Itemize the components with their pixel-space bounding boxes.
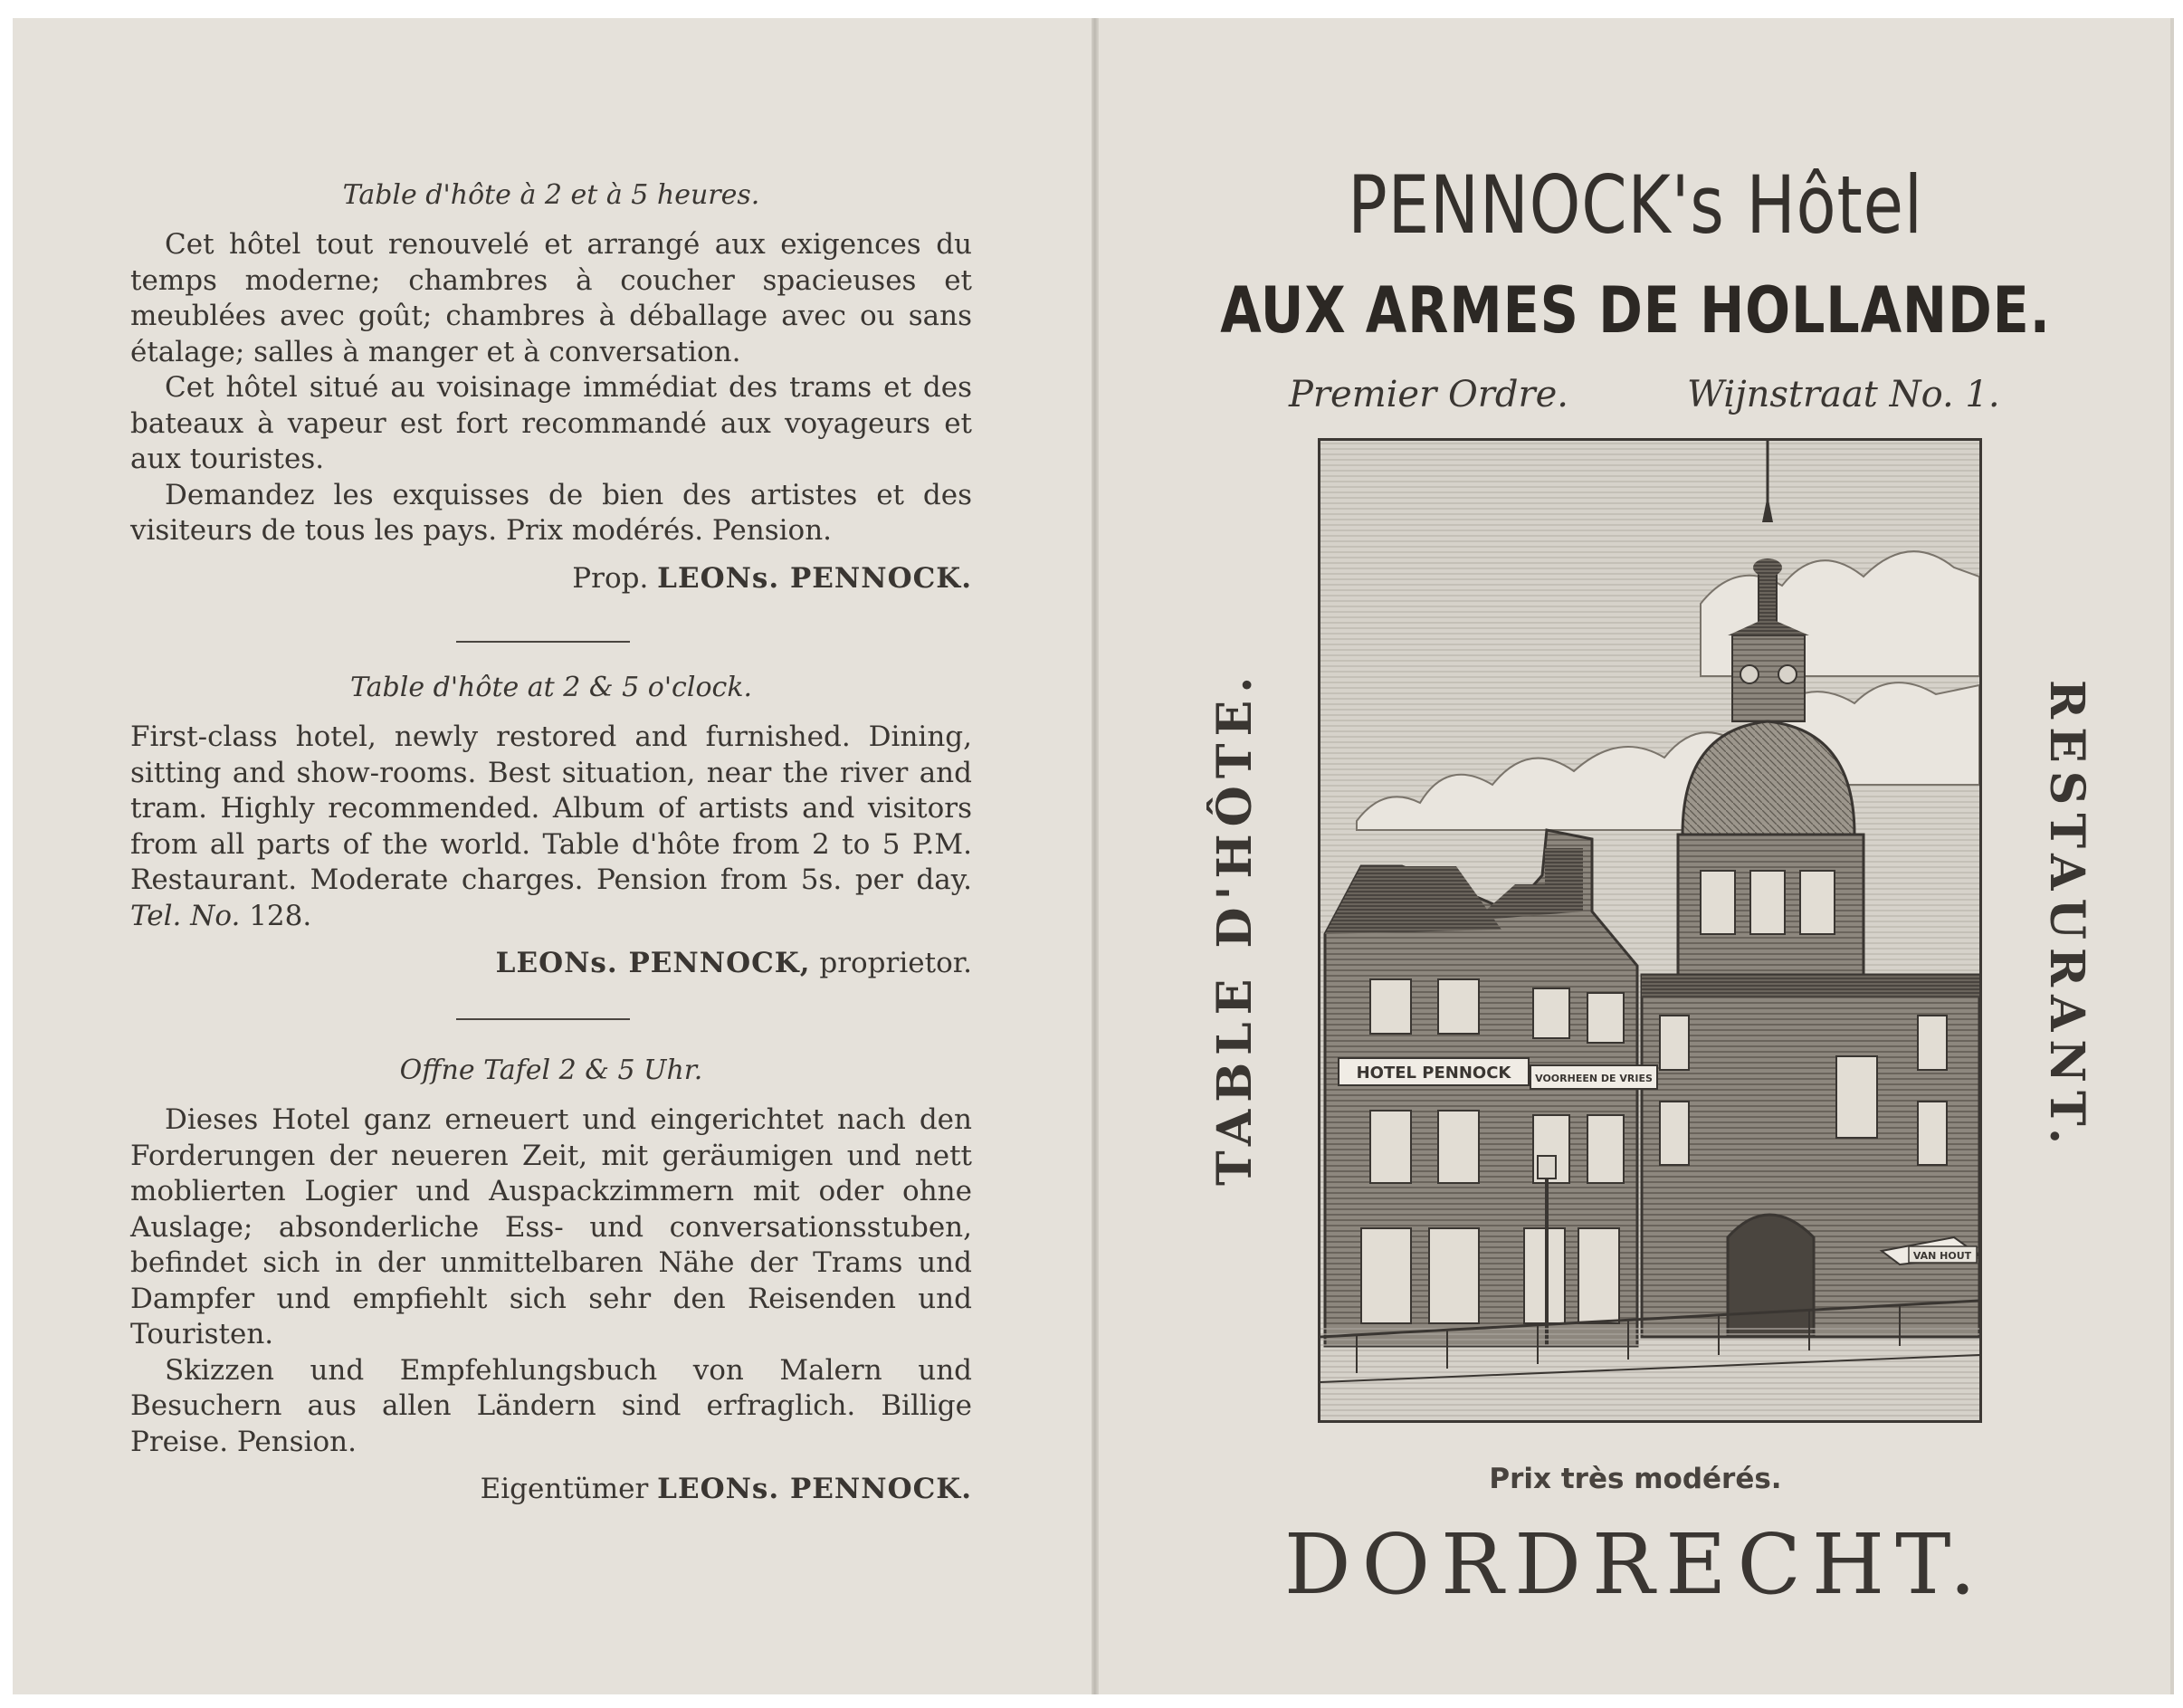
divider-1 [456,641,630,643]
right-page [1099,18,2172,1694]
french-section [130,179,972,595]
hotel-rank: Premier Ordre. [1289,374,1568,415]
english-paragraph [130,720,972,934]
french-signature [130,562,972,595]
english-signature [130,947,972,979]
english-signature-name: LEONs. PENNOCK, [495,947,811,979]
former-sign-text: VOORHEEN DE VRIES [1535,1073,1653,1084]
german-signature-prefix: Eigentümer [480,1473,649,1505]
side-label-table-dhote: TABLE D'HÔTE. [1207,669,1263,1186]
city-name: DORDRECHT. [1283,1516,1988,1613]
shop-sign-text: VAN HOUT [1912,1250,1972,1262]
english-tel-label: Tel. No. [130,899,241,932]
hotel-address: Wijnstraat No. 1. [1687,374,2000,415]
german-section [130,1054,972,1505]
page-edge [2170,18,2174,1694]
hotel-subtitle: AUX ARMES DE HOLLANDE. [1220,273,2051,348]
page-fold [1092,18,1099,1694]
german-heading: Offne Tafel 2 & 5 Uhr. [399,1054,703,1086]
english-signature-suffix: proprietor. [819,947,972,979]
french-signature-prefix: Prop. [572,561,649,595]
french-signature-name: LEONs. PENNOCK. [657,561,972,595]
price-note: Prix très modérés. [1489,1463,1782,1495]
german-signature [130,1473,972,1505]
hotel-engraving [1318,438,1982,1423]
english-body: First-class hotel, newly restored and furnished. Dining, sitting and show-rooms. Best situation, near the river and tram. Highly recommended. Album of artists and visitors from all parts of the world. Table d'hôte from 2 to 5 P.M. Restaurant. Moderate charges. Pension from 5s. per day. [130,720,972,896]
hotel-title: PENNOCK's Hôtel [1348,158,1923,252]
french-paragraph-2: Cet hôtel situé au voisinage immédiat des trams et des bateaux à vapeur est fort recommandé aux voyageurs et aux touristes. [130,371,972,475]
german-paragraph-2: Skizzen und Empfehlungsbuch von Malern und Besuchern aus allen Ländern sind erfraglich. Billige Preise. Pension. [130,1353,972,1458]
english-heading: Table d'hôte at 2 & 5 o'clock. [349,672,753,703]
english-tel-number: 128. [249,899,312,932]
engraving-illustration [1320,441,1979,1420]
french-paragraph-1: Cet hôtel tout renouvelé et arrangé aux exigences du temps moderne; chambres à coucher spacieuses et meublées avec goût; chambres à déballage avec ou sans étalage; salles à manger et à conversation. [130,228,972,368]
french-heading: Table d'hôte à 2 et à 5 heures. [342,179,760,211]
german-paragraph-1: Dieses Hotel ganz erneuert und eingerichtet nach den Forderungen der neueren Zeit, mit geräumigen und nett moblierten Logier und Auspackzimmern mit oder ohne Auslage; absonderliche Ess- und conversationsstuben, befindet sich in der unmittelbaren Nähe der Trams und Dampfer und empfiehlt sich sehr den Reisenden und Touristen. [130,1103,972,1350]
german-signature-name: LEONs. PENNOCK. [657,1473,972,1505]
divider-2 [456,1018,630,1020]
side-label-restaurant: RESTAURANT. [2039,679,2094,1153]
hotel-sign-text: HOTEL PENNOCK [1356,1064,1511,1083]
left-page [13,18,1092,1694]
french-paragraph-3: Demandez les exquisses de bien des artistes et des visiteurs de tous les pays. Prix modérés. Pension. [130,478,972,547]
english-section [130,672,972,979]
